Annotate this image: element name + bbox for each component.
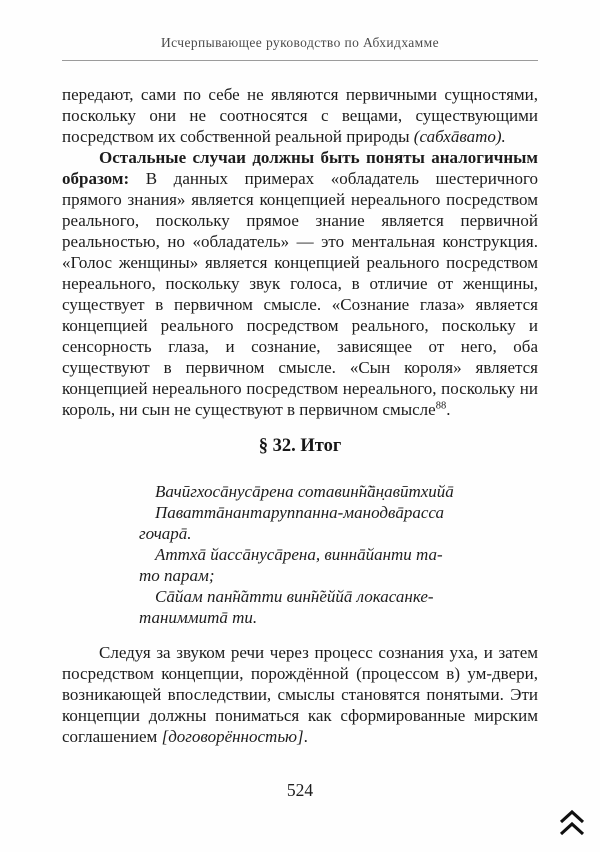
paragraph-text: . <box>303 727 308 746</box>
paragraph <box>62 147 538 420</box>
scroll-to-top-button[interactable] <box>557 809 587 837</box>
bracketed-term-italic: [договорённостью] <box>161 727 304 746</box>
header-rule <box>62 60 538 61</box>
verse-line: Аттхā йассāнусāрена, виннāйанти та- <box>155 545 443 564</box>
footnote-reference: 88 <box>435 400 447 412</box>
paragraph-text: В данных примерах «обладатель шестеричного прямого знания» является концепцией нереального посредством реального, поскольку прямое знание является первичной реальностью, но «обладатель» — это ментальная конструкция. «Голос женщины» является концепцией реального посредством нереального, поскольку звук голоса, в отличие от женщины, существует в первичном смысле. «Сознание глаза» является концепцией реального посредством реального, поскольку и сенсорность глаза, и сознание, зависящее от него, оба существуют в первичном смысле. «Сын короля» является концепцией нереального посредством нереального, поскольку ни король, ни сын не существуют в первичном смысле <box>62 169 538 419</box>
verse-line: то парам; <box>139 566 215 585</box>
page-content <box>62 84 538 747</box>
running-head-title: Исчерпывающее руководство по Абхидхамме <box>161 35 439 50</box>
paragraph-text: Следуя за звуком речи через процесс сознания уха, и затем посредством концепции, порождённой (процессом в) ум-двери, возникающей впоследствии, смыслы становятся понятыми. Эти концепции должны пониматься как сформированные мирским соглашением <box>62 643 538 746</box>
double-chevron-up-icon <box>557 809 587 837</box>
section-heading: § 32. Итог <box>258 436 342 456</box>
paragraph-continuation <box>62 84 538 147</box>
paragraph <box>62 642 538 747</box>
verse-line: Паваттāнантаруппанна-манодвāрасса <box>155 503 444 522</box>
page-number: 524 <box>286 780 314 800</box>
verse-block <box>139 481 538 628</box>
verse-line: таниммитā ти. <box>139 608 258 627</box>
paragraph-text: передают, сами по себе не являются первичными сущностями, поскольку они не соотносятся с вещами, существующими посредством их собственной реальной природы <box>62 85 538 146</box>
paragraph-text: . <box>446 400 451 419</box>
paragraph-lead-bold: Остальные случаи должны быть поняты аналогичным образом: <box>62 148 538 188</box>
verse-line: Вачӣгхосāнусāрена сотавин̃н̃āн̣авӣтхийā <box>155 482 454 501</box>
verse-line: Сāйам пан̃н̃атти вин̃н̃еййā локасанке- <box>155 587 434 606</box>
verse-line: гочарā. <box>139 524 192 543</box>
pali-term-italic: (сабхāвато). <box>413 127 506 146</box>
